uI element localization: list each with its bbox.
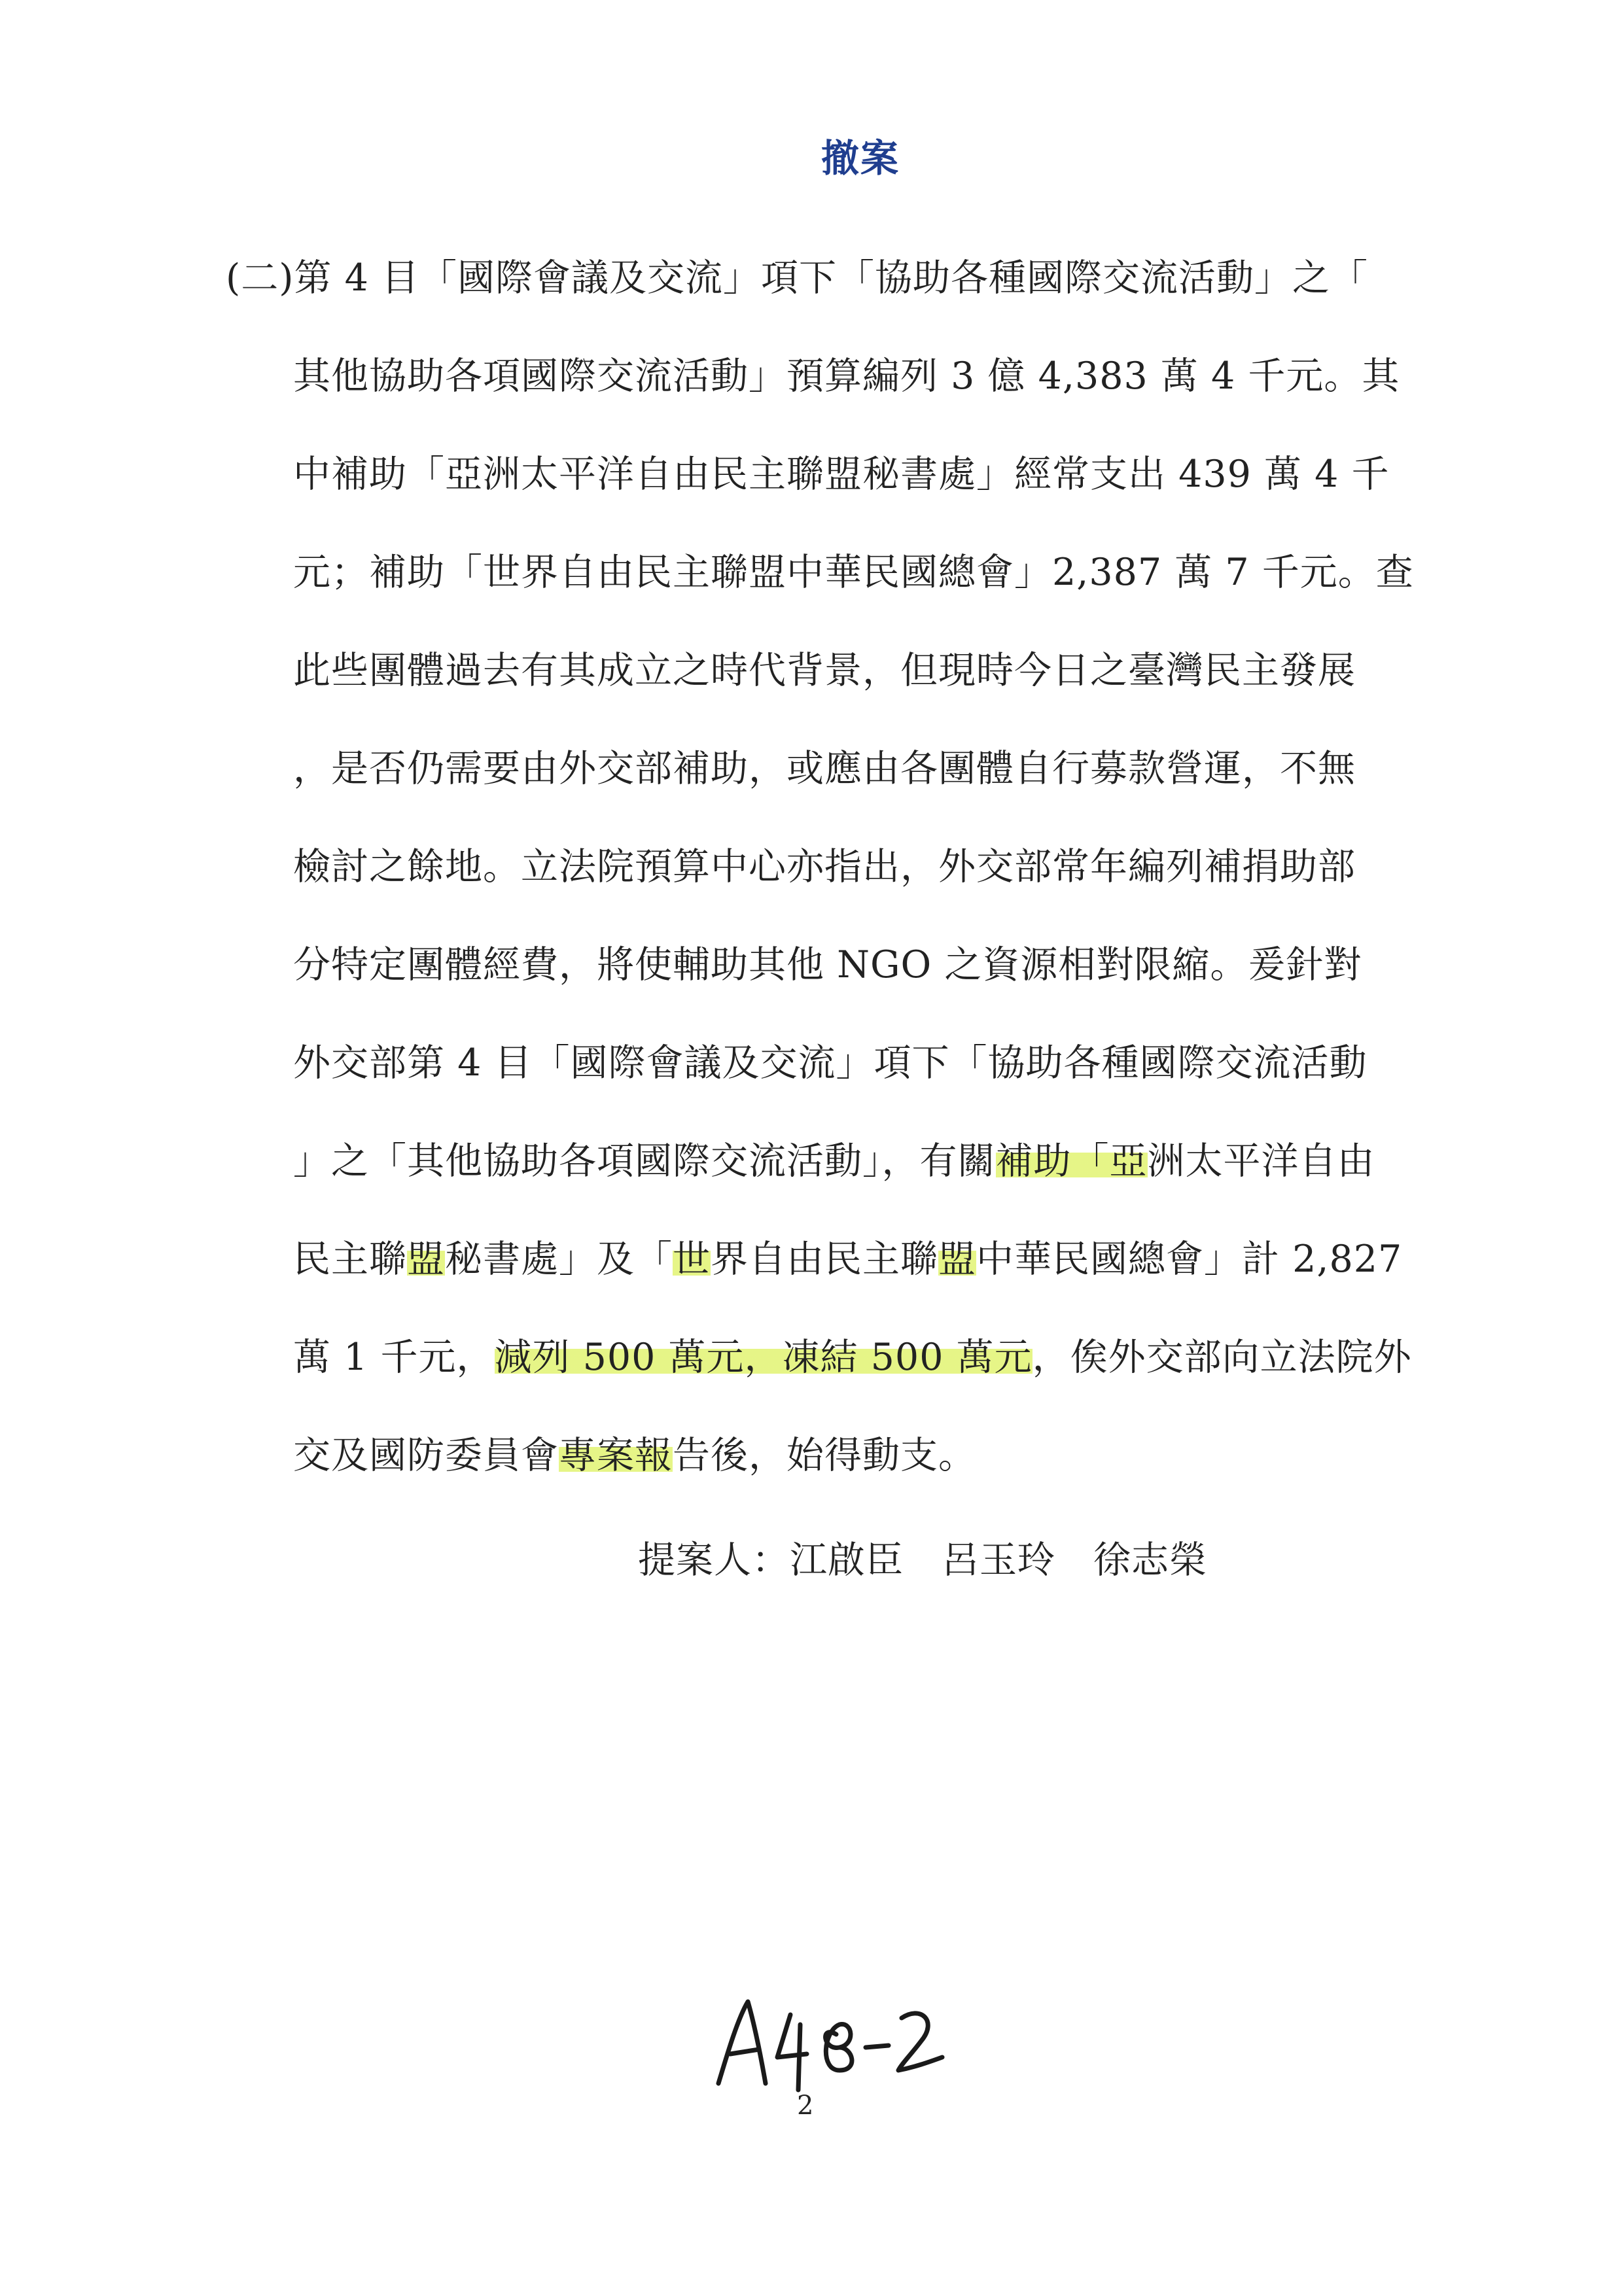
line-text: 萬 1 千元，	[293, 1336, 495, 1379]
line-text: ，俟外交部向立法院外	[1032, 1336, 1412, 1379]
highlighted-text: 減列 500 萬元，凍結 500 萬元	[494, 1336, 1033, 1379]
line-text: 秘書處」及「	[445, 1238, 673, 1281]
paragraph-line	[293, 1135, 1373, 1187]
highlighted-text: 世	[673, 1238, 711, 1281]
line-text: 告後，始得動支。	[673, 1434, 976, 1477]
paragraph-line: 分特定團體經費，將使輔助其他 NGO 之資源相對限縮。爰針對	[293, 943, 1362, 986]
highlighted-text: 盟	[407, 1238, 445, 1281]
line-text: 中華民國總會」計 2,827	[976, 1238, 1403, 1281]
highlighted-text: 盟	[938, 1238, 976, 1281]
handwritten-code-mark	[712, 1985, 947, 2103]
highlighted-text: 專案報	[559, 1434, 673, 1477]
paragraph-line	[293, 1233, 1403, 1285]
line-text: 民主聯	[293, 1238, 407, 1281]
paragraph-line: 此些團體過去有其成立之時代背景，但現時今日之臺灣民主發展	[293, 649, 1356, 692]
line-text: 交及國防委員會	[293, 1434, 559, 1477]
highlighted-text: 補助「亞	[995, 1139, 1148, 1183]
paragraph-line: 中補助「亞洲太平洋自由民主聯盟秘書處」經常支出 439 萬 4 千	[293, 453, 1390, 496]
paragraph-line: (二)第 4 目「國際會議及交流」項下「協助各種國際交流活動」之「	[226, 256, 1368, 300]
line-text: 洲太平洋自由	[1147, 1139, 1375, 1183]
withdrawn-stamp: 撤案	[821, 136, 900, 181]
paragraph-line: 檢討之餘地。立法院預算中心亦指出，外交部常年編列補捐助部	[293, 845, 1356, 888]
paragraph-line	[293, 1429, 1373, 1482]
line-text: 界自由民主聯	[711, 1238, 938, 1281]
paragraph-line: 其他協助各項國際交流活動」預算編列 3 億 4,383 萬 4 千元。其	[293, 355, 1400, 398]
page-number: 2	[797, 2091, 814, 2121]
paragraph-line	[293, 1331, 1412, 1383]
proposers-line: 提案人：江啟臣 呂玉玲 徐志榮	[638, 1539, 1207, 1582]
line-text: 」之「其他協助各項國際交流活動」，有關	[293, 1139, 996, 1183]
paragraph-line: ，是否仍需要由外交部補助，或應由各團體自行募款營運，不無	[293, 747, 1356, 790]
paragraph-line: 外交部第 4 目「國際會議及交流」項下「協助各種國際交流活動	[293, 1041, 1368, 1085]
paragraph-line: 元；補助「世界自由民主聯盟中華民國總會」2,387 萬 7 千元。查	[293, 551, 1414, 594]
